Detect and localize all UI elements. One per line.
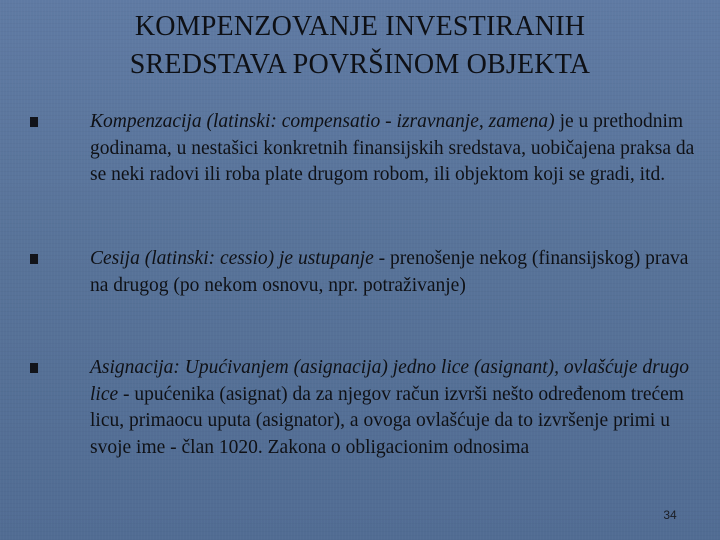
bullet-text: prenošenje nekog (finansijskog) prava na drugog (po nekom osnovu, npr. potraživanje) bbox=[90, 248, 689, 296]
bullet-term: Kompenzacija (latinski: compensatio - izravnanje, zamena) bbox=[90, 111, 555, 132]
bullet-item-cesija bbox=[90, 246, 695, 299]
bullet-text: upućenika (asignat) da za njegov račun izvrši nešto određenom trećem licu, primaocu uputa (asignator), a ovoga ovlašćuje da to izvršenje primi u svoje ime - član 1020. Zakona o obligacionim odnosima bbox=[90, 383, 684, 458]
square-bullet-icon bbox=[30, 117, 38, 127]
bullet-item-kompenzacija bbox=[90, 109, 695, 189]
square-bullet-icon bbox=[30, 363, 38, 373]
square-bullet-icon bbox=[30, 254, 38, 264]
bullet-item-asignacija bbox=[90, 355, 695, 461]
bullet-text: je u prethodnim godinama, u nestašici konkretnih finansijskih sredstava, uobičajena praksa da se neki radovi ili roba plate drugom robom, ili objektom koji se gradi, itd. bbox=[90, 111, 695, 185]
slide-title bbox=[40, 8, 680, 84]
bullet-term: Cesija (latinski: cessio) je ustupanje - bbox=[90, 248, 386, 269]
page-number: 34 bbox=[663, 508, 677, 522]
slide-title-line-1: KOMPENZOVANJE INVESTIRANIH bbox=[134, 11, 586, 42]
bullet-term: Asignacija: Upućivanjem (asignacija) jedno lice (asignant), ovlašćuje drugo lice - bbox=[90, 357, 689, 405]
slide-title-line-2: SREDSTAVA POVRŠINOM OBJEKTA bbox=[129, 49, 591, 80]
